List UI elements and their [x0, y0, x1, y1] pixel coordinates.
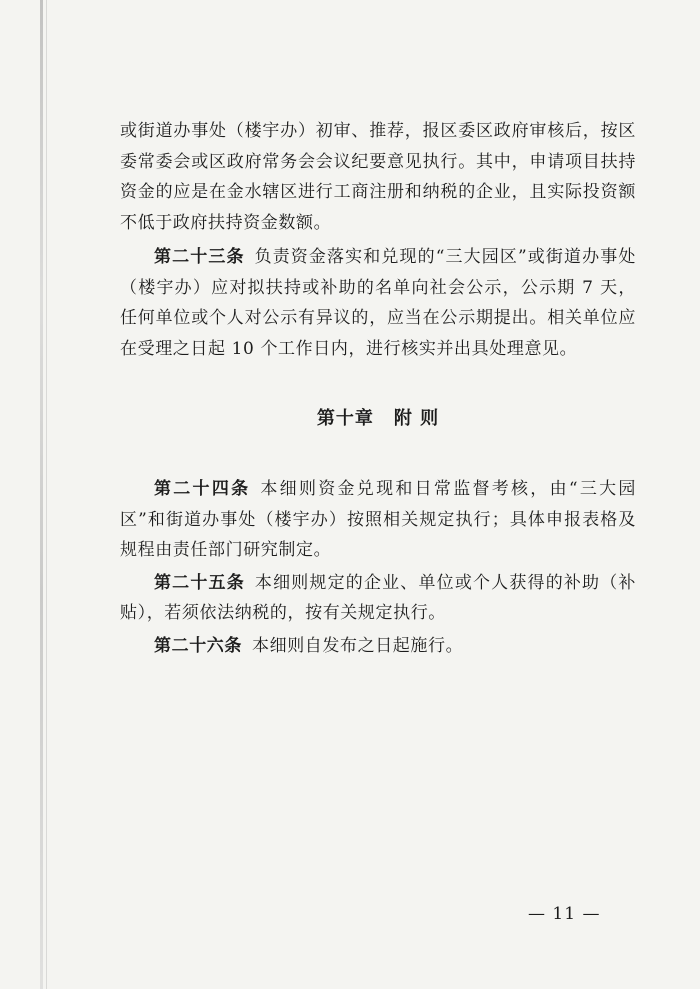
article-23-heading: 第二十三条	[154, 247, 245, 267]
page-number: — 11 —	[528, 904, 601, 924]
article-25	[120, 568, 636, 629]
article-24	[120, 474, 636, 566]
article-25-heading: 第二十五条	[154, 572, 245, 593]
article-24-heading: 第二十四条	[154, 479, 251, 499]
article-26	[120, 631, 636, 662]
article-23-text: 负责资金落实和兑现的“三大园区”或街道办事处（楼宇办）应对拟扶持或补助的名单向社会公示，公示期 7 天，任何单位或个人对公示有异议的，应当在公示期提出。相关单位应在受理之日起 10 个工作日内，进行核实并出具处理意见。	[120, 247, 636, 359]
chapter-number: 第十章	[316, 408, 374, 429]
chapter-title: 附 则	[393, 408, 440, 429]
chapter-heading	[120, 404, 636, 430]
article-23	[120, 242, 636, 364]
article-25-text: 本细则规定的企业、单位或个人获得的补助（补贴），若须依法纳税的，按有关规定执行。	[120, 572, 637, 623]
scan-edge-line	[46, 0, 47, 989]
article-24-text: 本细则资金兑现和日常监督考核，由“三大园区”和街道办事处（楼宇办）按照相关规定执行；具体申报表格及规程由责任部门研究制定。	[120, 479, 636, 560]
article-26-heading: 第二十六条	[154, 635, 242, 656]
scan-edge-shadow	[40, 0, 43, 989]
article-26-text: 本细则自发布之日起施行。	[252, 635, 464, 656]
paragraph-continuation: 或街道办事处（楼宇办）初审、推荐，报区委区政府审核后，按区委常委会或区政府常务会会议纪要意见执行。其中，申请项目扶持资金的应是在金水辖区进行工商注册和纳税的企业，且实际投资额不低于政府扶持资金数额。	[120, 121, 636, 233]
document-body	[120, 116, 636, 661]
